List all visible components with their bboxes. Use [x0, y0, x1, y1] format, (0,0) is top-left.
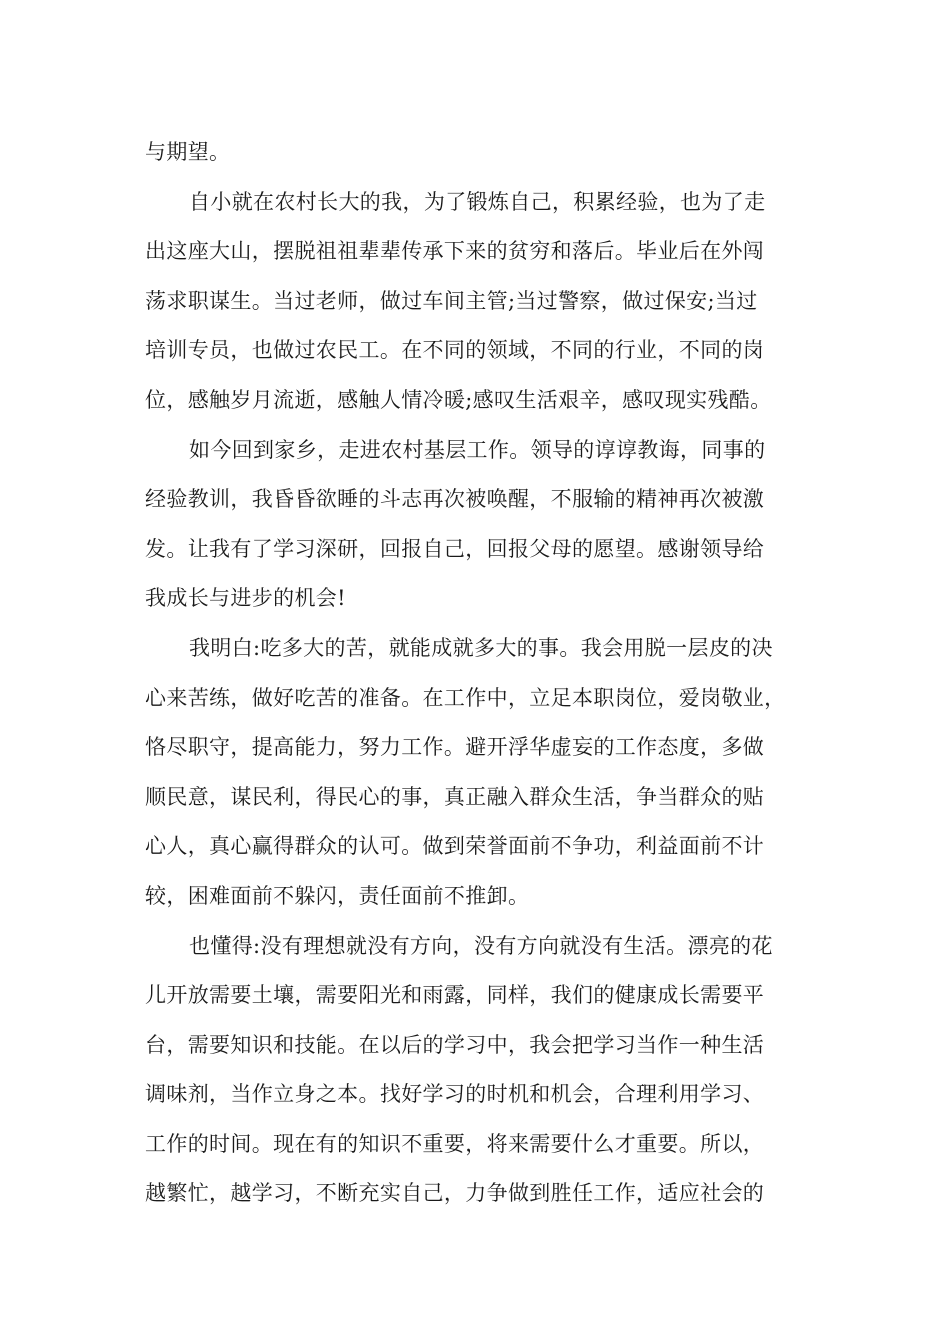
text-line: 心来苦练，做好吃苦的准备。在工作中，立足本职岗位，爱岗敬业，	[145, 685, 786, 710]
text-line: 台，需要知识和技能。在以后的学习中，我会把学习当作一种生活	[145, 1032, 765, 1057]
text-line: 工作的时间。现在有的知识不重要，将来需要什么才重要。所以，	[145, 1131, 765, 1156]
text-line: 儿开放需要土壤，需要阳光和雨露，同样，我们的健康成长需要平	[145, 983, 765, 1008]
text-line: 自小就在农村长大的我，为了锻炼自己，积累经验，也为了走	[189, 189, 766, 214]
text-line: 如今回到家乡，走进农村基层工作。领导的谆谆教诲，同事的	[189, 437, 766, 462]
text-line: 也懂得:没有理想就没有方向，没有方向就没有生活。漂亮的花	[189, 933, 773, 958]
text-line: 培训专员，也做过农民工。在不同的领域，不同的行业，不同的岗	[145, 338, 765, 363]
text-line: 我明白:吃多大的苦，就能成就多大的事。我会用脱一层皮的决	[189, 635, 773, 660]
text-line: 调味剂，当作立身之本。找好学习的时机和机会，合理利用学习、	[145, 1082, 765, 1107]
text-line: 经验教训，我昏昏欲睡的斗志再次被唤醒，不服输的精神再次被激	[145, 487, 765, 512]
text-line: 较，困难面前不躲闪，责任面前不推卸。	[145, 883, 530, 908]
text-line: 与期望。	[145, 140, 231, 164]
text-line: 越繁忙，越学习，不断充实自己，力争做到胜任工作，适应社会的	[145, 1181, 765, 1206]
text-line: 我成长与进步的机会!	[145, 586, 346, 611]
text-line: 发。让我有了学习深研，回报自己，回报父母的愿望。感谢领导给	[145, 536, 765, 561]
document-body	[145, 128, 825, 1219]
text-line: 荡求职谋生。当过老师，做过车间主管;当过警察，做过保安;当过	[145, 288, 758, 313]
text-line: 出这座大山，摆脱祖祖辈辈传承下来的贫穷和落后。毕业后在外闯	[145, 239, 765, 264]
text-line: 位，感触岁月流逝，感触人情冷暖;感叹生活艰辛，感叹现实残酷。	[145, 387, 772, 412]
text-line: 顺民意，谋民利，得民心的事，真正融入群众生活，争当群众的贴	[145, 784, 765, 809]
text-line: 恪尽职守，提高能力，努力工作。避开浮华虚妄的工作态度，多做	[145, 735, 765, 760]
text-line: 心人，真心赢得群众的认可。做到荣誉面前不争功，利益面前不计	[145, 834, 765, 859]
